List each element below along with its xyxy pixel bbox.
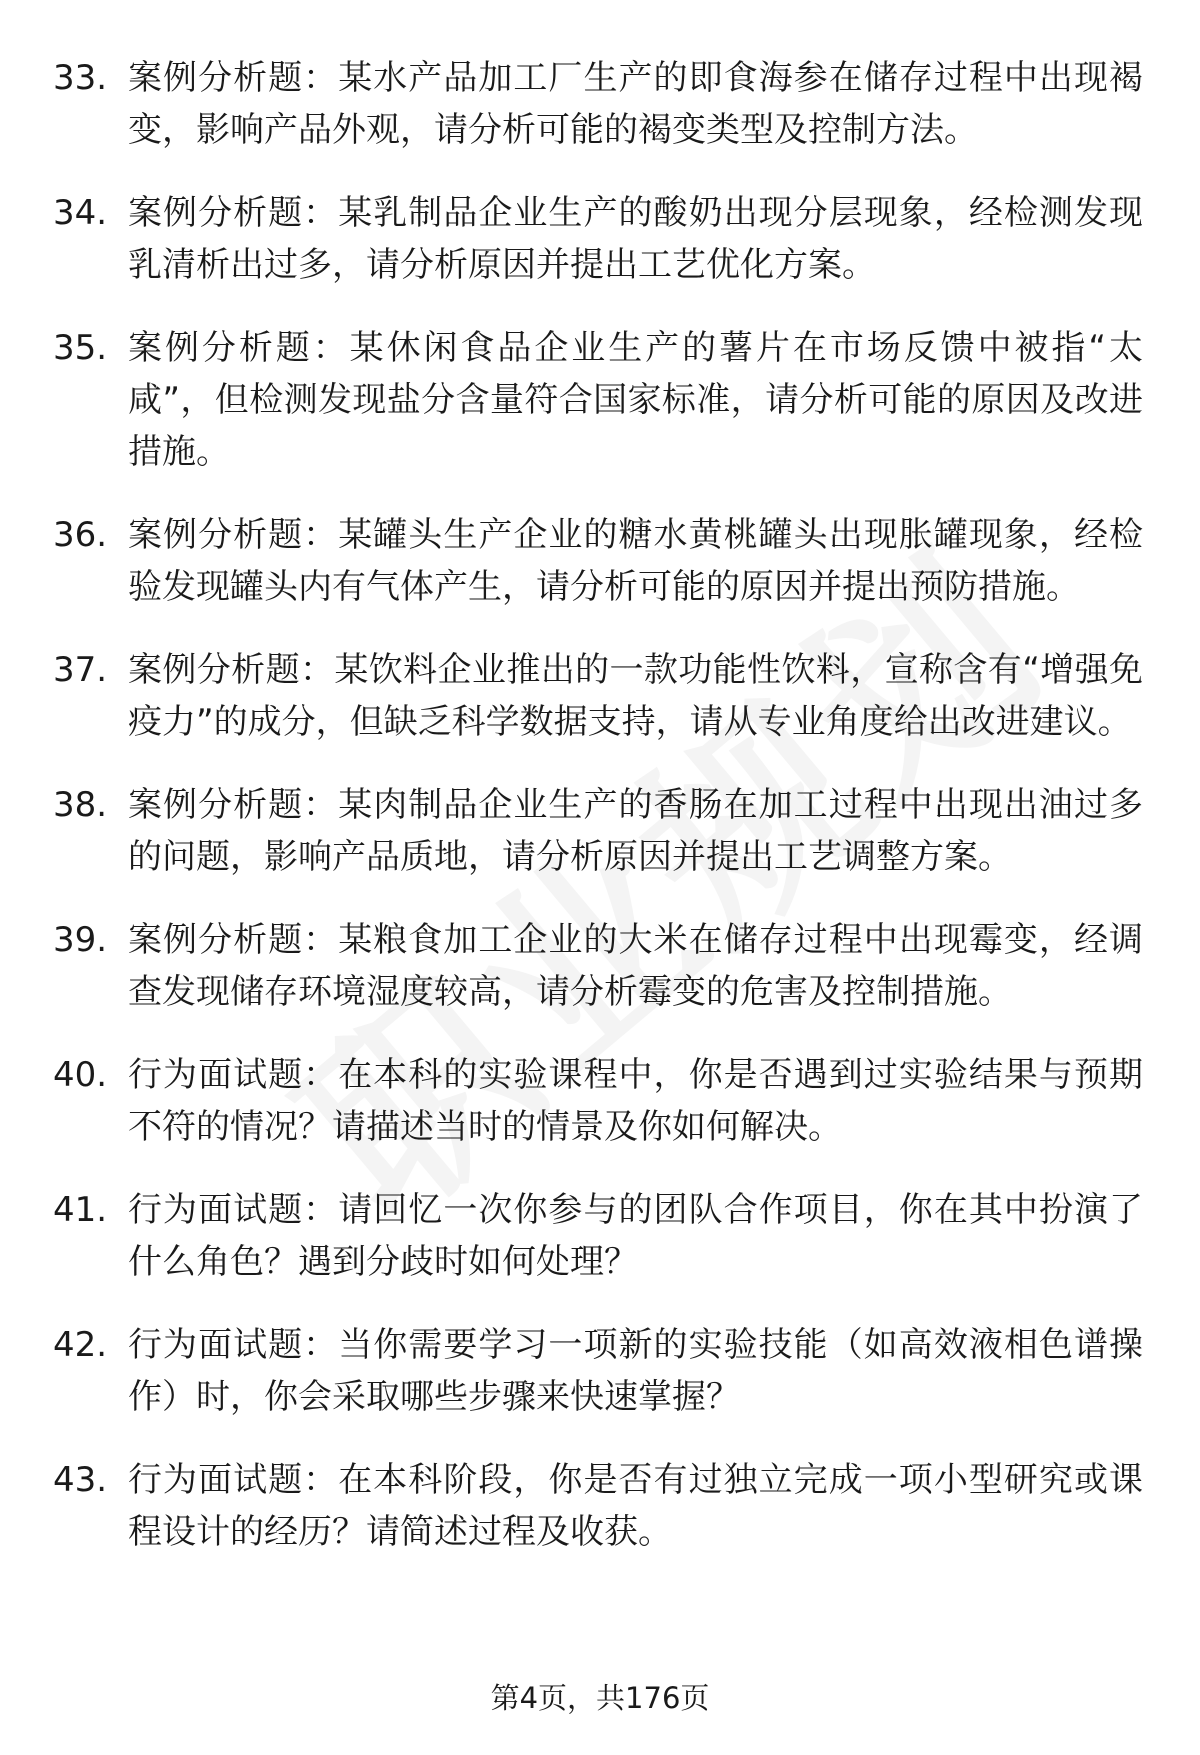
question-number: 37. — [53, 650, 108, 690]
question-item — [0, 1184, 1200, 1288]
question-text: 案例分析题：某休闲食品企业生产的薯片在市场反馈中被指“太咸”，但检测发现盐分含量符合国家标准，请分析可能的原因及改进措施。 — [128, 328, 1143, 472]
question-number: 40. — [53, 1055, 108, 1095]
question-list — [0, 52, 1200, 1589]
question-item — [0, 779, 1200, 883]
question-text: 案例分析题：某饮料企业推出的一款功能性饮料，宣称含有“增强免疫力”的成分，但缺乏科学数据支持，请从专业角度给出改进建议。 — [128, 650, 1143, 742]
question-number: 35. — [53, 328, 108, 368]
question-item — [0, 509, 1200, 613]
page-footer: 第4页，共176页 — [490, 1681, 710, 1715]
question-number: 33. — [53, 58, 108, 98]
question-text: 行为面试题：当你需要学习一项新的实验技能（如高效液相色谱操作）时，你会采取哪些步骤来快速掌握？ — [128, 1325, 1143, 1417]
question-item — [0, 322, 1200, 478]
question-number: 42. — [53, 1325, 108, 1365]
question-text: 行为面试题：请回忆一次你参与的团队合作项目，你在其中扮演了什么角色？遇到分歧时如何处理？ — [128, 1190, 1143, 1282]
question-item — [0, 187, 1200, 291]
question-text: 行为面试题：在本科的实验课程中，你是否遇到过实验结果与预期不符的情况？请描述当时的情景及你如何解决。 — [128, 1055, 1143, 1147]
question-number: 38. — [53, 785, 108, 825]
question-text: 行为面试题：在本科阶段，你是否有过独立完成一项小型研究或课程设计的经历？请简述过程及收获。 — [128, 1460, 1143, 1552]
question-item — [0, 1049, 1200, 1153]
question-number: 36. — [53, 515, 108, 555]
question-text: 案例分析题：某水产品加工厂生产的即食海参在储存过程中出现褐变，影响产品外观，请分析可能的褐变类型及控制方法。 — [128, 58, 1143, 150]
question-text: 案例分析题：某粮食加工企业的大米在储存过程中出现霉变，经调查发现储存环境湿度较高，请分析霉变的危害及控制措施。 — [128, 920, 1143, 1012]
question-item — [0, 1319, 1200, 1423]
question-text: 案例分析题：某乳制品企业生产的酸奶出现分层现象，经检测发现乳清析出过多，请分析原因并提出工艺优化方案。 — [128, 193, 1143, 285]
question-item — [0, 644, 1200, 748]
question-item — [0, 52, 1200, 156]
question-number: 34. — [53, 193, 108, 233]
question-number: 41. — [53, 1190, 108, 1230]
question-number: 43. — [53, 1460, 108, 1500]
question-item — [0, 914, 1200, 1018]
question-text: 案例分析题：某肉制品企业生产的香肠在加工过程中出现出油过多的问题，影响产品质地，请分析原因并提出工艺调整方案。 — [128, 785, 1143, 877]
question-item — [0, 1454, 1200, 1558]
question-text: 案例分析题：某罐头生产企业的糖水黄桃罐头出现胀罐现象，经检验发现罐头内有气体产生，请分析可能的原因并提出预防措施。 — [128, 515, 1143, 607]
question-number: 39. — [53, 920, 108, 960]
